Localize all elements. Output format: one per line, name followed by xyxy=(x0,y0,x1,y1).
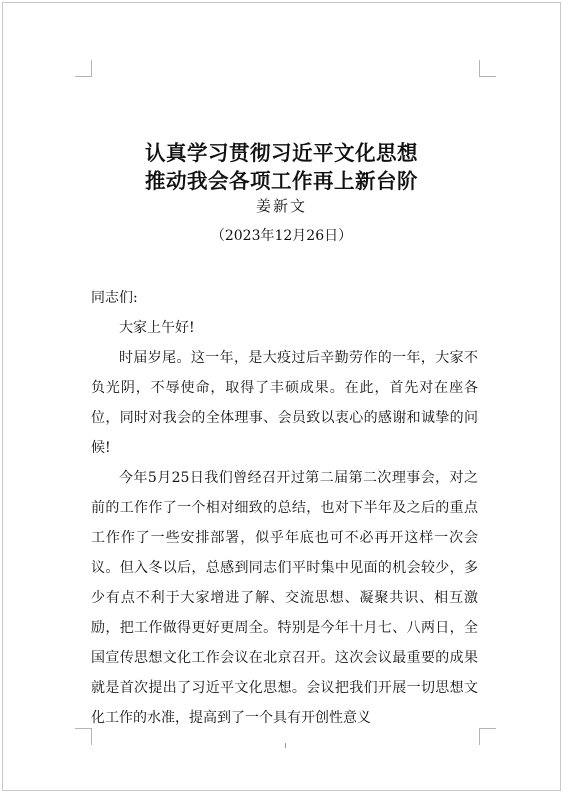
margin-corner-top-right xyxy=(479,60,496,77)
margin-corner-bottom-left xyxy=(75,728,92,745)
title-line-1: 认真学习贯彻习近平文化思想 xyxy=(145,141,418,165)
author: 姜新文 xyxy=(255,197,307,215)
page-number-mark xyxy=(285,743,286,748)
speech-date: （2023年12月26日） xyxy=(210,228,353,244)
paragraph: 时届岁尾。这一年，是大疫过后辛勤劳作的一年，大家不负光阴，不辱使命，取得了丰硕成果。在此，首先对在座各位，同时对我会的全体理事、会员致以衷心的感谢和诚挚的问候! xyxy=(91,350,478,456)
paragraph: 大家上午好! xyxy=(119,320,195,336)
salutation: 同志们: xyxy=(91,290,138,306)
paragraph: 今年5月25日我们曾经召开过第二届第二次理事会，对之前的工作作了一个相对细致的总结，也对下半年及之后的重点工作作了一些安排部署，似乎年底也可不必再开这样一次会议。但入冬以后，总感到同志们平时集中见面的机会较少，多少有点不利于大家增进了解、交流思想、凝聚共识、相互激励，把工作做得更好更周全。特别是今年十月七、八两日，全国宣传思想文化工作会议在北京召开。这次会议最重要的成果就是首次提出了习近平文化思想。会议把我们开展一切思想文化工作的水准，提高到了一个具有开创性意义 xyxy=(91,470,478,726)
title-line-2: 推动我会各项工作再上新台阶 xyxy=(145,169,418,193)
document-body xyxy=(91,283,478,733)
document-page xyxy=(2,2,561,791)
margin-corner-bottom-right xyxy=(479,728,496,745)
margin-corner-top-left xyxy=(75,60,92,77)
